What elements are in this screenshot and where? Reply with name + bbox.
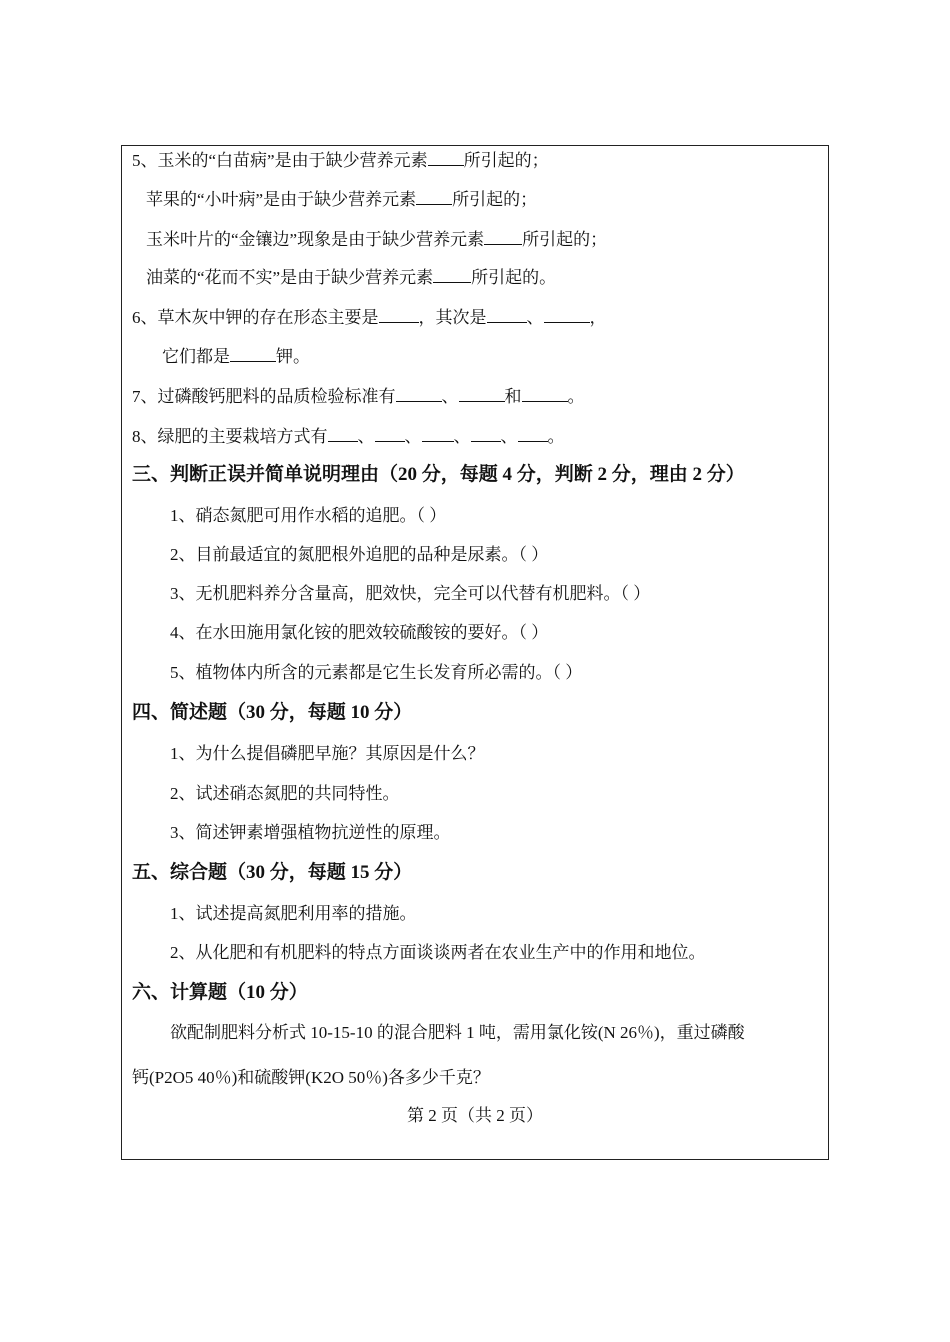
answer-blank[interactable]: [230, 346, 276, 362]
section6-title: 六、计算题（10 分）: [132, 982, 308, 1003]
answer-blank[interactable]: [379, 307, 419, 323]
answer-blank[interactable]: [428, 150, 464, 166]
section5-item: 2、从化肥和有机肥料的特点方面谈谈两者在农业生产中的作用和地位。: [170, 943, 706, 962]
answer-blank[interactable]: [459, 386, 505, 402]
answer-blank[interactable]: [518, 426, 548, 442]
section3-item: 2、目前最适宜的氮肥根外追肥的品种是尿素。（ ）: [170, 545, 549, 564]
section5-item: 1、试述提高氮肥利用率的措施。: [170, 904, 417, 923]
section3-item: 5、植物体内所含的元素都是它生长发育所必需的。（ ）: [170, 663, 583, 682]
section3-title: 三、判断正误并简单说明理由（20 分，每题 4 分，判断 2 分，理由 2 分）: [132, 464, 745, 485]
section4-item: 2、试述硝态氮肥的共同特性。: [170, 784, 400, 803]
q5-line3: 玉米叶片的“金镶边”现象是由于缺少营养元素 所引起的；: [146, 230, 608, 249]
answer-blank[interactable]: [328, 426, 358, 442]
answer-blank[interactable]: [396, 386, 442, 402]
page-footer: 第 2 页（共 2 页）: [407, 1106, 543, 1125]
section3-item: 1、硝态氮肥可用作水稻的追肥。（ ）: [170, 506, 447, 525]
answer-blank[interactable]: [375, 426, 405, 442]
section4-item: 3、简述钾素增强植物抗逆性的原理。: [170, 823, 451, 842]
answer-blank[interactable]: [487, 307, 527, 323]
answer-blank[interactable]: [422, 426, 454, 442]
section6-line2: 钙(P2O5 40％)和硫酸钾(K2O 50％)各多少千克？: [132, 1068, 490, 1087]
q6-line2: 它们都是 钾。: [162, 347, 310, 366]
q5-line2: 苹果的“小叶病”是由于缺少营养元素 所引起的；: [146, 190, 538, 209]
section5-title: 五、综合题（30 分，每题 15 分）: [132, 862, 413, 883]
answer-blank[interactable]: [433, 267, 471, 283]
section3-item: 3、无机肥料养分含量高，肥效快，完全可以代替有机肥料。（ ）: [170, 584, 651, 603]
answer-blank[interactable]: [522, 386, 568, 402]
section4-item: 1、为什么提倡磷肥早施？其原因是什么？: [170, 744, 485, 763]
q7-line: 7、过磷酸钙肥料的品质检验标准有 、 和 。: [132, 387, 585, 406]
answer-blank[interactable]: [484, 229, 522, 245]
section6-line1: 欲配制肥料分析式 10-15-10 的混合肥料 1 吨，需用氯化铵(N 26％)，重过磷酸: [170, 1023, 745, 1042]
section3-item: 4、在水田施用氯化铵的肥效较硫酸铵的要好。（ ）: [170, 623, 549, 642]
exam-frame: [121, 145, 829, 1160]
q5-line1: 5、玉米的“白苗病”是由于缺少营养元素 所引起的；: [132, 151, 549, 170]
q8-line: 8、绿肥的主要栽培方式有 、 、 、 、 。: [132, 427, 565, 446]
section4-title: 四、简述题（30 分，每题 10 分）: [132, 702, 413, 723]
q6-line1: 6、草木灰中钾的存在形态主要是 ，其次是 、 ，: [132, 308, 607, 327]
q5-line4: 油菜的“花而不实”是由于缺少营养元素 所引起的。: [146, 268, 557, 287]
answer-blank[interactable]: [416, 189, 452, 205]
answer-blank[interactable]: [544, 307, 590, 323]
answer-blank[interactable]: [471, 426, 501, 442]
